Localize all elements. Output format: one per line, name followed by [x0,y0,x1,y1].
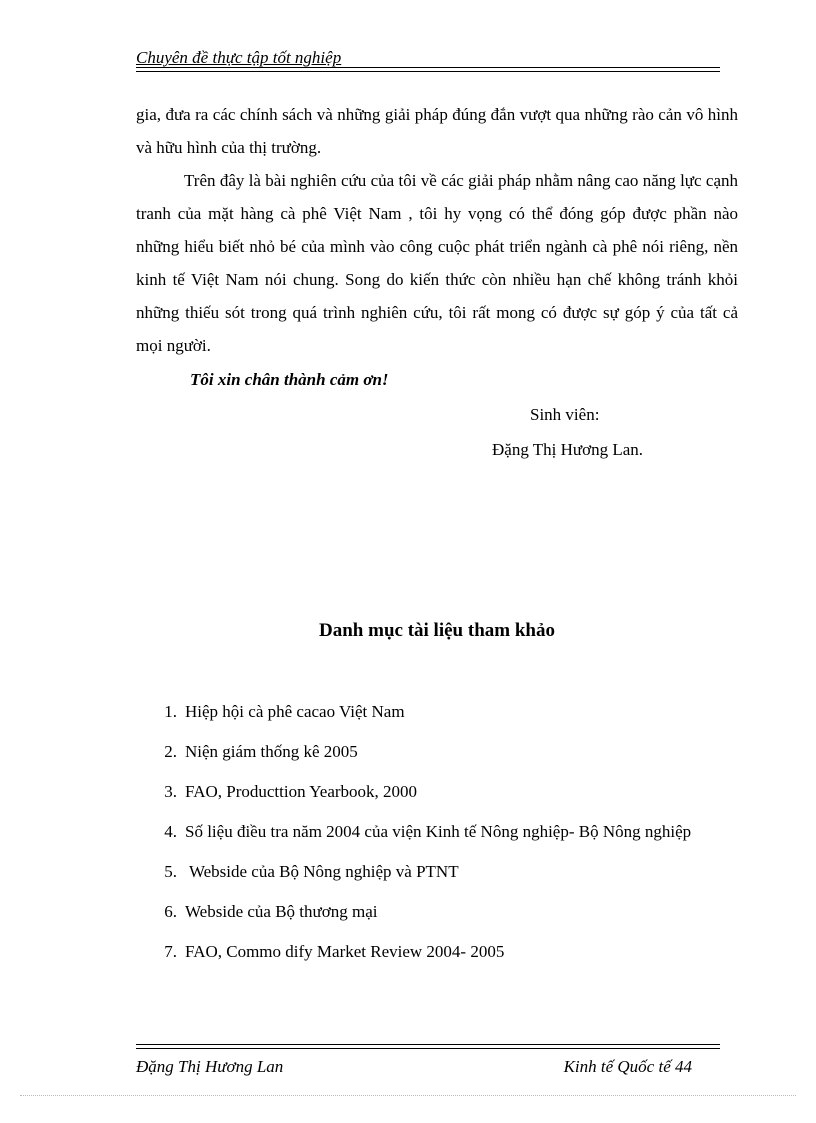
reference-number: 3. [164,782,177,801]
footer-class: Kinh tế Quốc tế 44 [563,1057,692,1076]
reference-number: 6. [164,902,177,921]
page-footer [136,1044,720,1079]
header-rule [136,67,720,72]
reference-item [136,775,738,808]
reference-text: Webside của Bộ thương mại [185,902,378,921]
footer-rule [136,1044,720,1049]
page-header [136,48,720,68]
reference-text: Số liệu điều tra năm 2004 của viện Kinh tế Nông nghiệp- Bộ Nông nghiệp [185,822,692,841]
thanks-line: Tôi xin chân thành cảm ơn! [190,370,389,389]
reference-text: Webside của Bộ Nông nghiệp và PTNT [185,862,459,881]
reference-item [136,815,738,848]
reference-item [136,935,738,968]
page-edge-divider [20,1095,796,1096]
reference-item [136,855,738,888]
reference-number: 4. [164,822,177,841]
reference-text: Hiệp hội cà phê cacao Việt Nam [185,702,405,721]
references-list [136,695,738,975]
reference-number: 2. [164,742,177,761]
reference-item [136,735,738,768]
reference-text: FAO, Producttion Yearbook, 2000 [185,782,418,801]
footer-author: Đặng Thị Hương Lan [136,1057,284,1076]
reference-number: 1. [164,702,177,721]
reference-item [136,895,738,928]
header-title: Chuyên đề thực tập tốt nghiệp [136,48,342,67]
reference-number: 5. [164,862,177,881]
signer-role: Sinh viên: [530,405,600,424]
paragraph-2: Trên đây là bài nghiên cứu của tôi về các giải pháp nhằm nâng cao năng lực cạnh tranh của mặt hàng cà phê Việt Nam , tôi hy vọng có thể đóng góp được phần nào những hiểu biết nhỏ bé của mình vào công cuộc phát triển ngành cà phê nói riêng, nền kinh tế Việt Nam nói chung. Song do kiến thức còn nhiều hạn chế không tránh khỏi những thiếu sót trong quá trình nghiên cứu, tôi rất mong có được sự góp ý của tất cả mọi người. [136,171,738,355]
signer-name: Đặng Thị Hương Lan. [492,440,644,459]
references-heading: Danh mục tài liệu tham khảo [319,620,555,641]
reference-text: Niện giám thống kê 2005 [185,742,358,761]
reference-item [136,695,738,728]
paragraph-1: gia, đưa ra các chính sách và những giải pháp đúng đắn vượt qua những rào cản vô hình và hữu hình của thị trường. [136,105,738,157]
body-text [136,98,738,467]
reference-text: FAO, Commo dify Market Review 2004- 2005 [185,942,505,961]
reference-number: 7. [164,942,177,961]
